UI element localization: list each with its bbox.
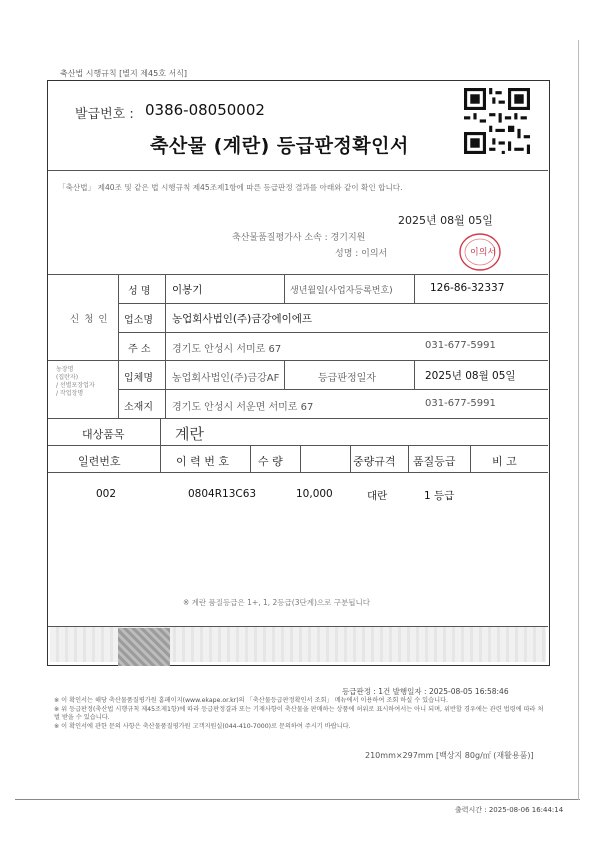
grid-line	[48, 274, 548, 275]
notes-block	[54, 697, 544, 731]
output-time: 출력시간 : 2025-08-06 16:44:14	[455, 806, 564, 814]
grid-line	[350, 445, 351, 472]
row-quality-grade: 1 등급	[424, 490, 455, 502]
grid-line	[118, 389, 548, 390]
applicant-address: 경기도 안성시 서미로 67	[172, 344, 282, 355]
note-3: ※ 이 확인서에 관한 문의 사항은 축산물품질평가원 고객지원실(044-410-7000)로 문의하여 주시기 바랍니다.	[54, 722, 351, 730]
note-2: ※ 위 등급판정(축산법 시행규칙 제45조제1항)에 따라 등급판정결과 또는 기재사항이 축산물을 판매하는 상품에 허위로 표시하여서는 아니 되며, 위반할 경우에는 관련 법령에 따라 처벌 받을 수 있습니다.	[54, 705, 544, 721]
row-weight-spec: 대란	[367, 490, 388, 502]
agent-label: 입체명	[124, 373, 153, 384]
row-serial: 002	[96, 488, 117, 500]
official-seal	[458, 232, 502, 272]
grid-line	[250, 445, 251, 472]
certificate-date: 2025년 08월 05일	[398, 214, 493, 227]
header-remarks: 비 고	[492, 455, 517, 468]
registration-label: 생년월일(사업자등록번호)	[290, 286, 393, 296]
paper-size: 210mm×297mm [백상지 80g/㎡ (재활용품)]	[365, 751, 534, 760]
grid-line	[48, 418, 548, 419]
grid-line	[284, 360, 285, 389]
grid-line	[165, 274, 166, 418]
grid-line	[414, 360, 415, 389]
scan-edge	[578, 40, 579, 800]
header-weight-spec: 중량규격	[353, 455, 396, 468]
grid-line	[160, 418, 161, 472]
issue-number-label: 발급번호 :	[75, 107, 134, 122]
watermark-image	[118, 628, 170, 666]
inspector-affiliation: 축산물품질평가사 소속 : 경기지원	[232, 233, 366, 243]
bottom-rule	[15, 799, 580, 800]
header-quality-grade: 품질등급	[413, 455, 456, 468]
note-1: ※ 이 확인서는 해당 축산물품질평가원 홈페이지(www.ekape.or.kr)의 「축산물등급판정확인서 조회」 메뉴에서 이용하여 조회 하실 수 있습니다.	[54, 697, 449, 704]
inspector-name: 성명 : 이의서	[335, 249, 388, 259]
grid-line	[118, 274, 119, 418]
name-label: 성 명	[128, 286, 151, 297]
grading-date-label: 등급판정일자	[318, 373, 376, 384]
grid-line	[48, 445, 548, 446]
location-phone: 031-677-5991	[425, 398, 496, 409]
header-serial: 일련번호	[78, 455, 121, 468]
applicant-section-label: 신 청 인	[70, 314, 109, 325]
header-trace-number: 이 력 번 호	[176, 455, 229, 468]
registration-number: 126-86-32337	[430, 282, 505, 294]
grid-line	[408, 445, 409, 472]
item-value: 계란	[175, 425, 204, 443]
header-quantity: 수 량	[258, 455, 283, 468]
legal-statement: 「축산법」 제40조 및 같은 법 시행규칙 제45조제1항에 따른 등급판정 결과를 아래와 같이 확인 합니다.	[58, 183, 403, 192]
form-reference: 축산법 시행규칙 [별지 제45호 서식]	[60, 69, 188, 78]
grading-date: 2025년 08월 05일	[425, 370, 516, 382]
grid-line	[414, 274, 415, 303]
grid-line	[300, 445, 301, 472]
seal-text: 이의서	[470, 248, 497, 258]
business-name: 농업회사법인(주)금강에이에프	[172, 313, 313, 325]
grid-line	[118, 332, 548, 333]
grade-note: ※ 계란 품질등급은 1+, 1, 2등급(3단계)으로 구분됩니다	[183, 598, 370, 607]
issue-number: 0386-08050002	[145, 101, 265, 119]
location-label: 소재지	[124, 402, 153, 413]
qr-code-icon	[463, 88, 531, 154]
qr-code	[463, 88, 531, 154]
address-label: 주 소	[128, 344, 151, 355]
grid-line	[48, 360, 548, 361]
applicant-name: 이봉기	[172, 284, 203, 296]
row-trace-number: 0804R13C63	[188, 488, 257, 500]
grid-line	[470, 445, 471, 472]
row-quantity: 10,000	[296, 488, 333, 500]
grid-line	[118, 303, 548, 304]
grid-line	[48, 472, 548, 473]
title-divider	[48, 170, 548, 171]
location-address: 경기도 안성시 서운면 서미로 67	[172, 402, 314, 413]
agent-name: 농업회사법인(주)금강AF	[172, 373, 280, 384]
print-info: 등급판정 : 1건 발행일자 : 2025-08-05 16:58:46	[342, 687, 509, 696]
item-label: 대상품목	[82, 428, 125, 441]
applicant-phone: 031-677-5991	[425, 340, 496, 351]
document-title: 축산물 (계란) 등급판정확인서	[150, 135, 409, 157]
business-name-label: 업소명	[124, 315, 153, 326]
grid-line	[284, 274, 285, 303]
farm-note: 농장명 (집란자) / 선별포장업자 / 작업장명	[56, 366, 95, 397]
